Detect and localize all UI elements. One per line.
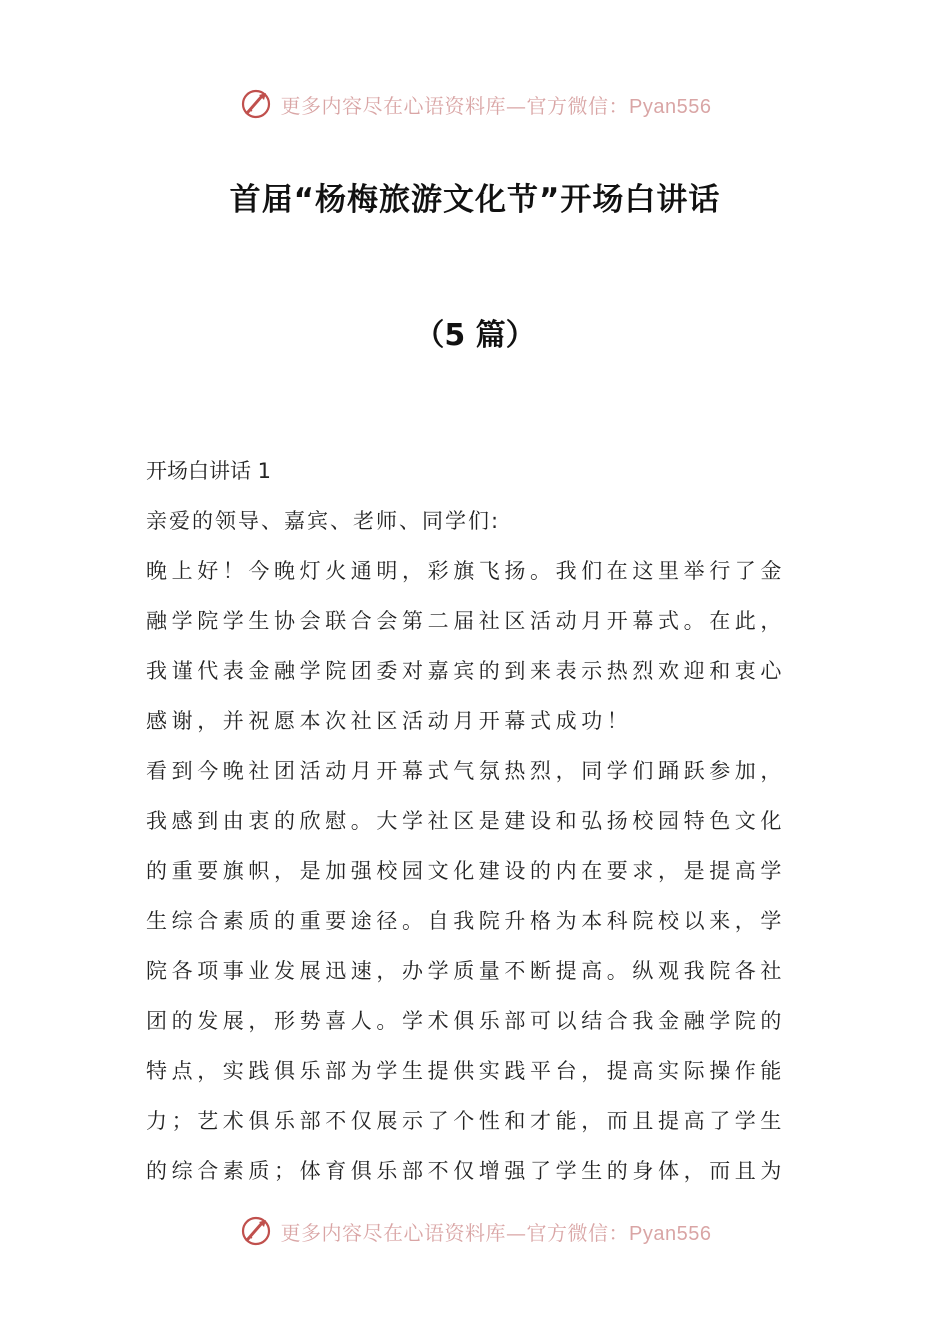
pen-logo-icon [239,1214,273,1248]
body-line: 看到今晚社团活动月开幕式气氛热烈，同学们踊跃参加， [146,759,786,783]
document-title: 首届“杨梅旅游文化节”开场白讲话 [229,182,721,218]
body-line: 力；艺术俱乐部不仅展示了个性和才能，而且提高了学生 [146,1109,786,1133]
body-line: 感谢，并祝愿本次社区活动月开幕式成功！ [146,709,633,733]
watermark-text [281,1217,712,1246]
body-line: 的重要旗帜，是加强校园文化建设的内在要求，是提高学 [146,859,786,883]
watermark-cn-text: 更多内容尽在心语资料库—官方微信： [280,93,630,118]
watermark-wechat-id: Pyan556 [629,1222,712,1245]
document-subtitle: （5 篇） [414,318,536,353]
document-body [146,446,806,1196]
body-line: 院各项事业发展迅速，办学质量不断提高。纵观我院各社 [146,959,786,983]
watermark-cn-text: 更多内容尽在心语资料库—官方微信： [280,1220,630,1245]
body-line: 晚上好！今晚灯火通明，彩旗飞扬。我们在这里举行了金 [146,559,786,583]
body-line: 我谨代表金融学院团委对嘉宾的到来表示热烈欢迎和衷心 [146,659,786,683]
watermark-wechat-id: Pyan556 [629,95,712,118]
section-heading: 开场白讲话 1 [146,459,272,483]
body-line: 生综合素质的重要途径。自我院升格为本科院校以来，学 [146,909,786,933]
greeting-line: 亲爱的领导、嘉宾、老师、同学们: [146,509,501,533]
body-line: 融学院学生协会联合会第二届社区活动月开幕式。在此， [146,609,786,633]
header-watermark [0,84,950,124]
body-line: 团的发展，形势喜人。学术俱乐部可以结合我金融学院的 [146,1009,786,1033]
body-line: 我感到由衷的欣慰。大学社区是建设和弘扬校园特色文化 [146,809,786,833]
footer-watermark [0,1211,950,1251]
watermark-text [281,90,712,119]
pen-logo-icon [239,87,273,121]
body-line: 的综合素质；体育俱乐部不仅增强了学生的身体，而且为 [146,1159,786,1183]
body-line: 特点，实践俱乐部为学生提供实践平台，提高实际操作能 [146,1059,786,1083]
